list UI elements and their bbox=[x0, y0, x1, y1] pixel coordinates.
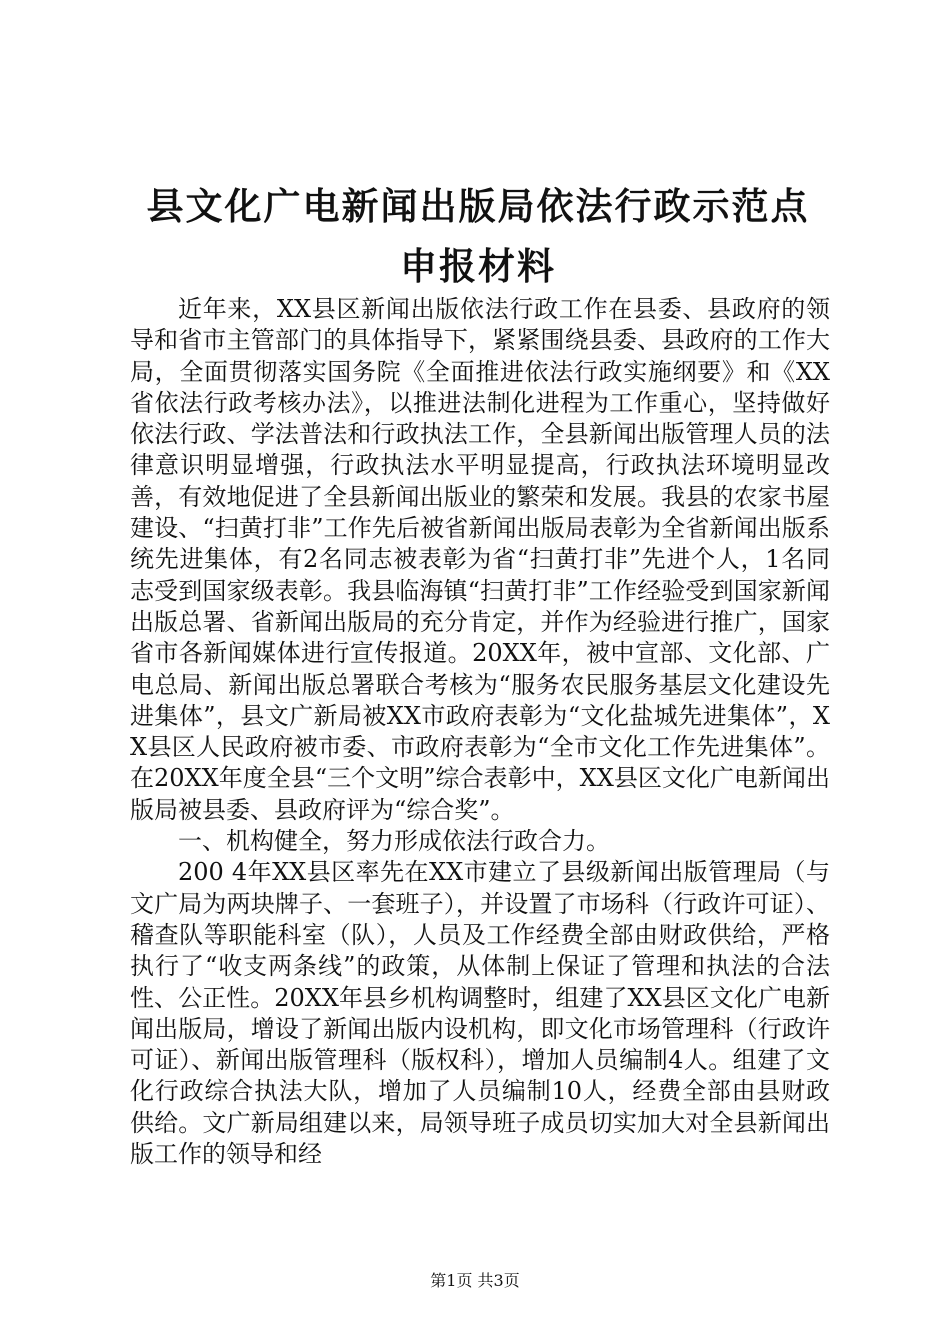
paragraph-intro: 近年来，XX县区新闻出版依法行政工作在县委、县政府的领导和省市主管部门的具体指导下，紧紧围绕县委、县政府的工作大局，全面贯彻落实国务院《全面推进依法行政实施纲要》和《XX省依法行政考核办法》，以推进法制化进程为工作重心，坚持做好依法行政、学法普法和行政执法工作，全县新闻出版管理人员的法律意识明显增强，行政执法水平明显提高，行政执法环境明显改善，有效地促进了全县新闻出版业的繁荣和发展。我县的农家书屋建设、“扫黄打非”工作先后被省新闻出版局表彰为全省新闻出版系统先进集体，有2名同志被表彰为省“扫黄打非”先进个人，1名同志受到国家级表彰。我县临海镇“扫黄打非”工作经验受到国家新闻出版总署、省新闻出版局的充分肯定，并作为经验进行推广，国家省市各新闻媒体进行宣传报道。20XX年，被中宣部、文化部、广电总局、新闻出版总署联合考核为“服务农民服务基层文化建设先进集体”，县文广新局被XX市政府表彰为“文化盐城先进集体”，XX县区人民政府被市委、市政府表彰为“全市文化工作先进集体”。在20XX年度全县“三个文明”综合表彰中，XX县区文化广电新闻出版局被县委、县政府评为“综合奖”。 bbox=[130, 295, 830, 824]
document-title: 县文化广电新闻出版局依法行政示范点申报材料 bbox=[146, 184, 810, 288]
paragraph-section-1: 200 4年XX县区率先在XX市建立了县级新闻出版管理局（与文广局为两块牌子、一套班子），并设置了市场科（行政许可证）、稽查队等职能科室（队），人员及工作经费全部由财政供给，严格执行了“收支两条线”的政策，从体制上保证了管理和执法的合法性、公正性。20XX年县乡机构调整时，组建了XX县区文化广电新闻出版局，增设了新闻出版内设机构，即文化市场管理科（行政许可证）、新闻出版管理科（版权科），增加人员编制4人。组建了文化行政综合执法大队，增加了人员编制10人，经费全部由县财政供给。文广新局组建以来，局领导班子成员切实加大对全县新闻出版工作的领导和经 bbox=[130, 858, 830, 1169]
page-footer: 第1页 共3页 bbox=[430, 1271, 520, 1290]
section-heading-1: 一、机构健全，努力形成依法行政合力。 bbox=[178, 827, 610, 856]
document-body bbox=[130, 294, 830, 1170]
